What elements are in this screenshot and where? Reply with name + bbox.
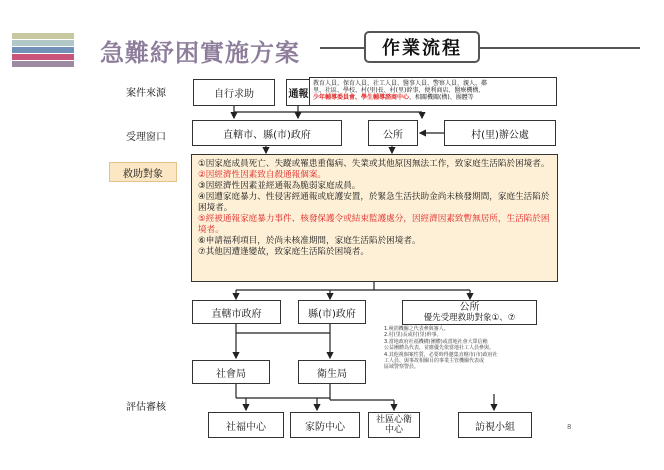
assessment-note: 2.村(里)長或村(里)幹事。 (384, 332, 442, 339)
county-gov-box: 縣(市)政府 (298, 300, 366, 324)
assessment-note: 區域警察警員。 (384, 364, 420, 371)
assessment-notes (384, 326, 544, 371)
report-sources-line: 教育人員、保育人員、社工人員、醫事人員、警察人員、親人、鄰 (313, 80, 488, 87)
rescue-criteria-item: ④因遭家庭暴力、性侵害經通報或庇護安置，於緊急生活扶助金尚未核發期間，家庭生活陷於困境者。 (198, 192, 550, 213)
family-center-box: 家防中心 (290, 412, 360, 438)
welfare-center-box: 社福中心 (208, 412, 284, 438)
township-priority-subtitle: 優先受理救助對象①、⑦ (423, 312, 516, 323)
row-label-case-source: 案件來源 (126, 88, 166, 99)
rescue-criteria-item: ①因家庭成員死亡、失蹤或罹患重傷病、失業或其他原因無法工作，致家庭生活陷於困境者。 (198, 159, 550, 169)
self-help-box: 自行求助 (193, 79, 275, 106)
rescue-criteria-item: ⑦其他因遭逢變故，致家庭生活陷於困境者。 (198, 247, 369, 257)
visit-team-box: 訪視小組 (458, 412, 532, 438)
rescue-criteria-item: ③因經濟性因素並經通報為脆弱家庭成員。 (198, 181, 361, 191)
rescue-criteria-item: ②因經濟性因素致自殺通報個案。 (198, 170, 327, 180)
report-sources-list (309, 77, 557, 106)
report-box: 通報 (286, 79, 311, 106)
municipal-gov-box: 直轄市政府 (192, 300, 281, 324)
township-priority-title: 公所 (459, 301, 480, 313)
assessment-note: 1.稅捐機關之代表參與審人。 (384, 326, 449, 332)
report-sources-line: 里、社區、學校、村(里)長、村(里)幹事、便利商店、醫療機構、 (313, 87, 485, 94)
rescue-criteria-item: ⑥申請福利項目，於尚未核准期間，家庭生活陷於困境者。 (198, 236, 421, 246)
assessment-note: 4.其他視個案性質，必要時得邀集直轄市(市)政府社 (384, 351, 498, 358)
page-title: 急難紓困實施方案 (100, 39, 300, 67)
rescue-criteria-item: ⑤經被通報家庭暴力事件、核發保護令或結束監護處分，因經濟因素致暫無居所，生活陷於困境者。 (198, 214, 550, 235)
row-label-assessment: 評估審核 (126, 402, 166, 413)
section-badge: 作業流程 (364, 31, 480, 63)
village-office-box: 村(里)辦公處 (444, 120, 556, 146)
municipal-county-box: 直轄市、縣(市)政府 (192, 120, 342, 146)
assessment-note: 3.當地政府社福機構(團體)或當地社會大眾信賴 (384, 338, 488, 345)
row-label-rescue-target: 救助對象 (109, 162, 177, 182)
township-office-box: 公所 (368, 120, 418, 146)
township-priority-box (402, 300, 537, 325)
report-sources-highlight: 少年輔導委員會、學生輔導諮商中心 (313, 94, 410, 101)
report-sources-rest: 、相關機關(構)、團體等 (409, 94, 474, 101)
mental-health-center-box: 社區心衛中心 (368, 412, 420, 438)
health-bureau-box: 衛生局 (298, 360, 366, 384)
report-sources-line (313, 94, 553, 101)
page-number: 8 (567, 423, 572, 431)
social-bureau-box: 社會局 (192, 360, 270, 384)
row-label-window: 受理窗口 (126, 132, 166, 143)
rescue-criteria-box (191, 154, 558, 282)
assessment-note: 工人員、與事故相關目的事業主管機關代表或 (384, 358, 485, 365)
assessment-note: 公益團體為代表，並應優先依當地社工人員參與。 (384, 345, 495, 352)
